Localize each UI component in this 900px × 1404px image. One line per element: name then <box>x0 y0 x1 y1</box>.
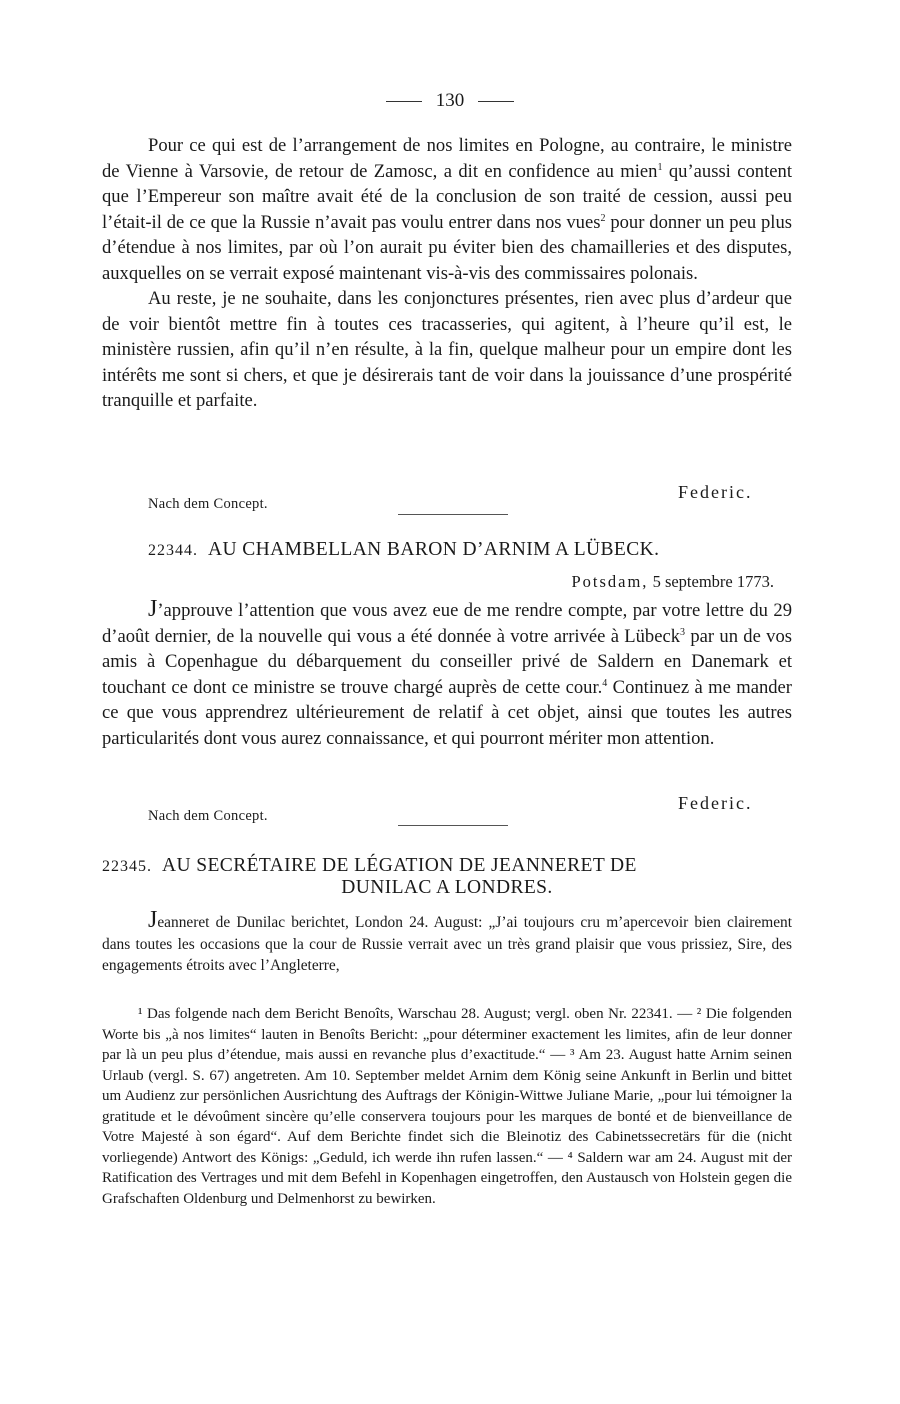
letter2-heading <box>148 539 798 561</box>
page-number-text: 130 <box>435 90 465 111</box>
letter2-date: 5 septembre 1773. <box>652 572 774 591</box>
divider-1 <box>398 514 508 515</box>
letter2-title: AU CHAMBELLAN BARON D’ARNIM A LÜBECK. <box>208 539 660 560</box>
footnote-ref-3[interactable]: 3 <box>680 626 686 638</box>
letter3-initial: J <box>148 907 158 933</box>
letter1-paragraph2: Au reste, je ne souhaite, dans les conjonctures présentes, rien avec plus d’ardeur que de voir bientôt mettre fin à toutes ces tracasseries, qui agitent, à l’heure qu’il est, le ministère russien, afin qu’il n’en résulte, à la fin, quelque malheur pour un empire dont les intérêts me sont si chers, et que je désirerais tant de voir dans la jouissance d’une prospérité tranquille et parfaite. <box>102 288 792 411</box>
page-number-dash-left <box>386 101 422 102</box>
letter3-title-line2: DUNILAC A LONDRES. <box>341 877 553 898</box>
letter2-place: Potsdam, <box>571 572 649 591</box>
letter3-title-line1: AU SECRÉTAIRE DE LÉGATION DE JEANNERET DE <box>162 855 637 876</box>
letter1-source: Nach dem Concept. <box>148 496 268 512</box>
divider-2 <box>398 825 508 826</box>
letter3-body <box>102 907 792 977</box>
footnote-ref-1[interactable]: 1 <box>657 161 663 173</box>
letter2-signature: Federic. <box>678 793 753 813</box>
footnote-ref-4[interactable]: 4 <box>602 677 608 689</box>
letter2-body <box>102 598 792 751</box>
page-number-dash-right <box>478 101 514 102</box>
letter1-signature: Federic. <box>678 482 753 502</box>
letter2-initial: J <box>148 596 158 622</box>
letter1-paragraph1: Pour ce qui est de l’arrangement de nos limites en Pologne, au contraire, le ministre de Vienne à Varsovie, de retour de Zamosc, a dit en confidence au mien$^1$ qu’aussi content que l’Empereur son maître avait été de la conclusion de son traité de cession, aussi peu l’était-il de ce que la Russie n’avait pas voulu entrer dans nos vues$^2$ pour donner un peu plus d’étendue à nos limites, par où l’on aurait pu éviter bien des chamailleries et des disputes, auxquelles on se verrait exposé maintenant vis-à-vis des commissaires polonais. <box>102 135 792 284</box>
footnote-ref-2[interactable]: 2 <box>600 212 606 224</box>
letter3-heading <box>102 855 792 899</box>
letter2-dateline <box>571 572 774 592</box>
letter2-number: 22344. <box>148 542 198 559</box>
letter3-number: 22345. <box>102 858 152 875</box>
footnotes-text: ¹ Das folgende nach dem Bericht Benoîts, Warschau 28. August; vergl. oben Nr. 22341. — ² Die folgenden Worte bis „à nos limites“ lauten in Benoîts Bericht: „pour déterminer exactement les limites, afin de leur donner par là un peu plus d’étendue, mais aussi en revanche plus d’exactitude.“ — ³ Am 23. August hatte Arnim seinen Urlaub (vergl. S. 67) angetreten. Am 10. September meldet Arnim dem König seine Ankunft in Berlin und bittet um Audienz zur persönlichen Ausrichtung des Auftrags der Königin-Wittwe Juliane Marie, „pour lui témoigner la gratitude et le dévoûment sincère qu’elle conservera toujours pour les marques de bonté et de bienveillance de Votre Majesté à son égard“. Auf dem Berichte findet sich die Bleinotiz des Cabinetssecretärs für die (nicht vorliegende) Antwort des Königs: „Geduld, ich werde ihn rufen lassen.“ — ⁴ Saldern war am 24. August mit der Ratification des Vertrages und mit dem Befehl in Kopenhagen eingetroffen, den Austausch von Holstein gegen die Grafschaften Oldenburg und Delmenhorst zu bewirken. <box>102 1006 792 1207</box>
page-number <box>0 90 900 112</box>
letter2-source: Nach dem Concept. <box>148 808 268 824</box>
footnotes <box>102 1004 792 1209</box>
letter2-paragraph: J’approuve l’attention que vous avez eue de me rendre compte, par votre lettre du 29 d’août dernier, de la nouvelle qui vous a été donnée à votre arrivée à Lübeck$^3$ par un de vos amis à Copenhague du débarquement du conseiller privé de Saldern en Danemark et touchant ce dont ce ministre se trouve chargé auprès de cette cour.$^4$ Continuez à me mander ce que vous apprendrez ultérieurement de relatif à cet objet, ainsi que toutes les autres particularités dont vous aurez connaissance, et qui pourront mériter mon attention. <box>102 596 793 749</box>
letter1-body <box>102 133 792 414</box>
letter3-paragraph: Jeanneret de Dunilac berichtet, London 24. August: „J’ai toujours cru m’apercevoir bien clairement dans toutes les occasions que la cour de Russie verrait avec un très grand plaisir que vous prissiez, Sire, des engagements étroits avec l’Angleterre, <box>102 907 792 974</box>
